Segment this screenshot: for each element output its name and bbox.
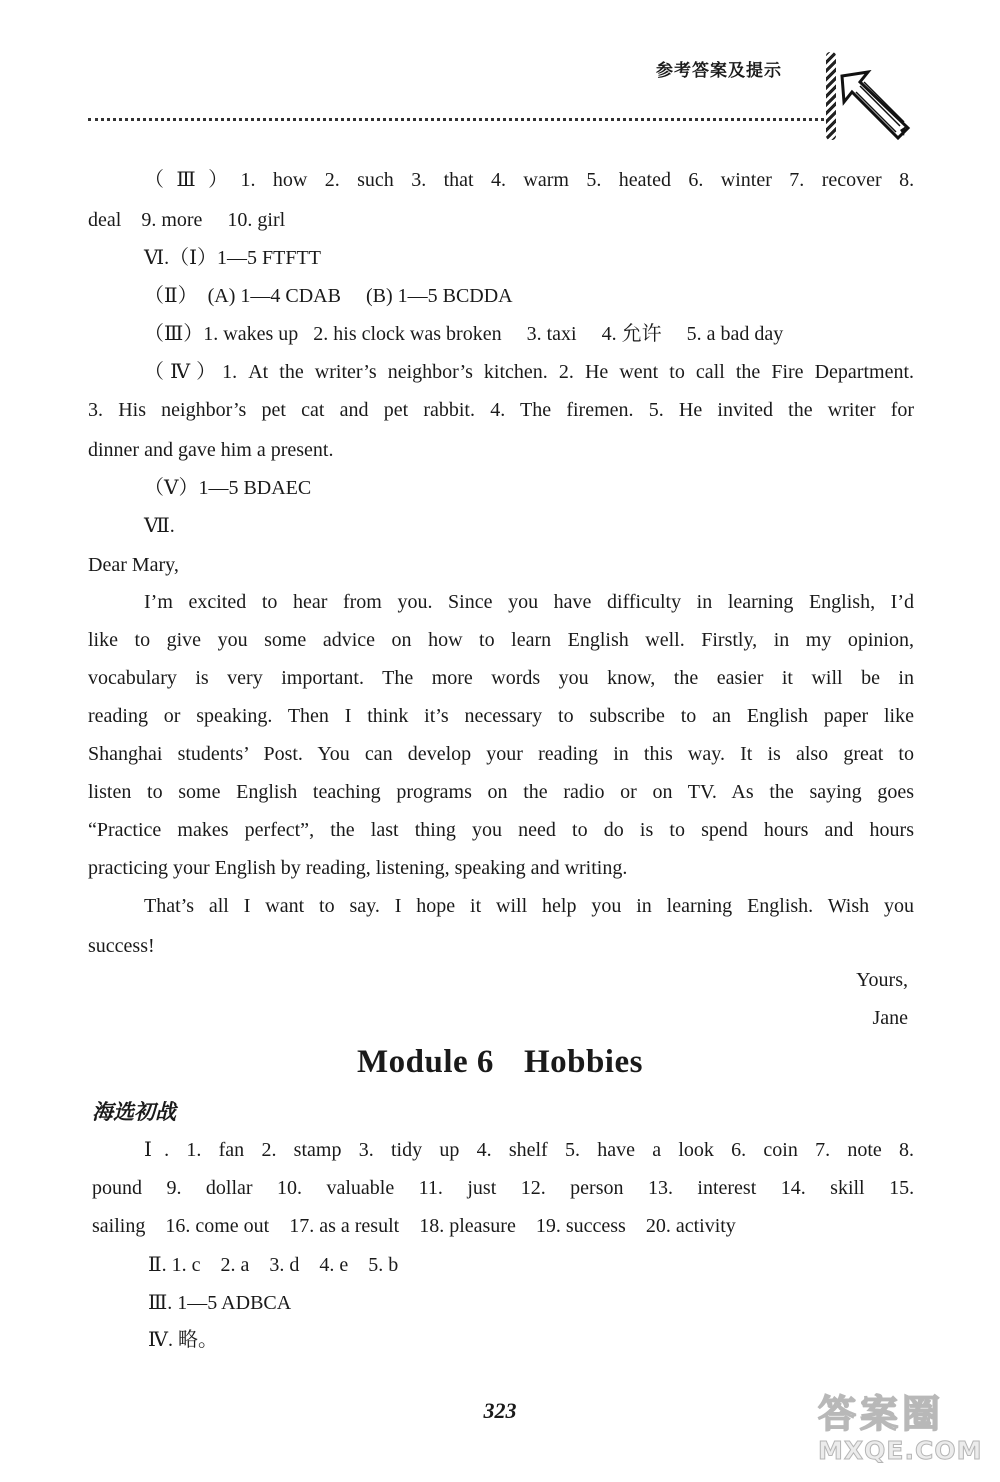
- answer-line: pound 9. dollar 10. valuable 11. just 12. person 13. interest 14. skill 15.: [92, 1177, 915, 1199]
- watermark-bottom: MXQE.COM: [818, 1436, 983, 1465]
- letter-body-line: Shanghai students’ Post. You can develop your reading in this way. It is also great to: [88, 743, 914, 765]
- answer-line: （Ⅲ）1. wakes up 2. his clock was broken 3. taxi 4. 允许 5. a bad day: [144, 323, 784, 345]
- answer-line: （Ⅴ）1—5 BDAEC: [144, 477, 312, 499]
- section-label: 海选初战: [92, 1100, 176, 1124]
- answer-line: deal 9. more 10. girl: [88, 209, 286, 231]
- letter-body-line: I’m excited to hear from you. Since you have difficulty in learning English, I’d: [144, 591, 914, 613]
- letter-body-line: practicing your English by reading, listening, speaking and writing.: [88, 857, 628, 879]
- module-name: Hobbies: [523, 1044, 643, 1080]
- header-arrow-icon: [838, 70, 912, 144]
- module-title: [0, 1042, 1000, 1082]
- answer-line: Ⅰ. 1. fan 2. stamp 3. tidy up 4. shelf 5. have a look 6. coin 7. note 8.: [144, 1139, 915, 1161]
- letter-body-line: vocabulary is very important. The more words you know, the easier it will be in: [88, 667, 914, 689]
- answer-line: （Ⅲ）1. how 2. such 3. that 4. warm 5. heated 6. winter 7. recover 8.: [144, 169, 915, 191]
- letter-body-line: “Practice makes perfect”, the last thing you need to do is to spend hours and hours: [88, 819, 914, 841]
- header-rope-ornament: [826, 52, 836, 140]
- watermark-top: 答案圈: [818, 1392, 945, 1436]
- section-heading: Ⅶ.: [144, 515, 175, 537]
- answer-line: dinner and gave him a present.: [88, 439, 334, 461]
- module-number: Module 6: [357, 1044, 494, 1080]
- header-dotted-rule: [88, 118, 824, 121]
- letter-body-line: success!: [88, 935, 155, 957]
- letter-salutation: Dear Mary,: [88, 554, 179, 576]
- page-number: 323: [483, 1398, 517, 1423]
- letter-body-line: listen to some English teaching programs on the radio or on TV. As the saying goes: [88, 781, 914, 803]
- answer-line: （Ⅳ）1. At the writer’s neighbor’s kitchen. 2. He went to call the Fire Department.: [144, 361, 915, 383]
- answer-line: （Ⅱ） (A) 1—4 CDAB (B) 1—5 BCDDA: [144, 285, 513, 307]
- answer-line: Ⅵ.（Ⅰ）1—5 FTFTT: [144, 247, 321, 269]
- answer-line: Ⅱ. 1. c 2. a 3. d 4. e 5. b: [148, 1254, 399, 1276]
- letter-body-line: like to give you some advice on how to learn English well. Firstly, in my opinion,: [88, 629, 914, 651]
- letter-body-line: That’s all I want to say. I hope it will help you in learning English. Wish you: [144, 895, 914, 917]
- letter-body-line: reading or speaking. Then I think it’s necessary to subscribe to an English paper like: [88, 705, 914, 727]
- letter-closing: Yours,: [856, 969, 908, 991]
- letter-signature: Jane: [872, 1007, 908, 1029]
- answer-line: sailing 16. come out 17. as a result 18. pleasure 19. success 20. activity: [92, 1215, 736, 1237]
- answer-line: Ⅲ. 1—5 ADBCA: [148, 1292, 292, 1314]
- answer-line: 3. His neighbor’s pet cat and pet rabbit. 4. The firemen. 5. He invited the writer for: [88, 399, 915, 421]
- watermark-logo: [818, 1392, 994, 1478]
- header-title: 参考答案及提示: [656, 61, 782, 81]
- answer-line: Ⅳ. 略。: [148, 1329, 218, 1351]
